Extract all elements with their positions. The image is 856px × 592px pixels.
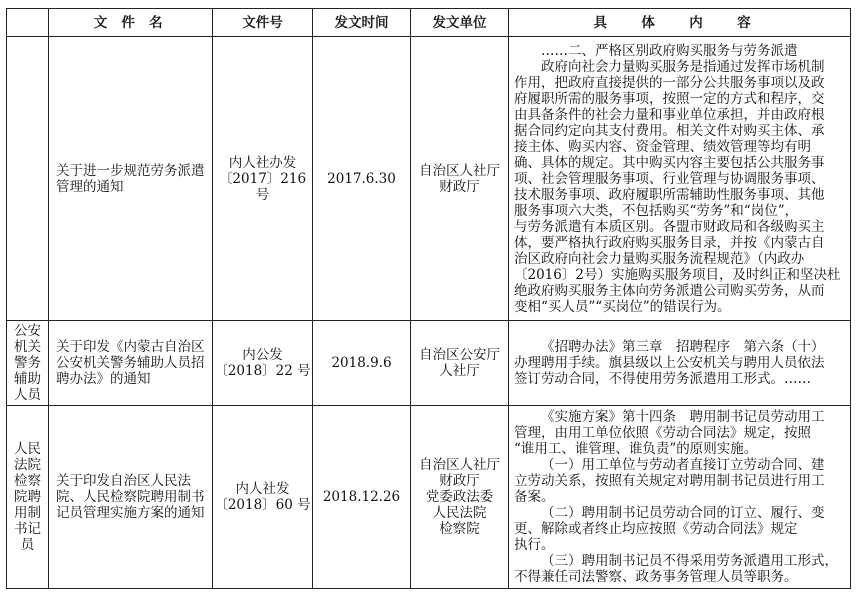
row-1-file-number xyxy=(213,37,313,321)
header-file-name-label: 文 件 名 xyxy=(93,14,168,31)
row-1-issue-date-text: 2017.6.30 xyxy=(327,170,396,187)
row-1-content-paragraph: 政府向社会力量购买服务是指通过发挥市场机制 作用，把政府直接提供的一部分公共服务事项以及政 府履职所需的服务事项，按照一定的方式和程序，交 由具备条件的社会力量和事业单位承担，并由政府根 据合同约定向其支付费用。相关文件对购买主体、承 接主体、购买内容、资金管理、绩效管理等均有明 确、具体的规定。其中购买内容主要包括公共服务事 项、社会管理服务事项、行业管理与协调服务事项、 技术服务事项、政府履职所需辅助性服务事项、其他 服务事项六大类，不包括购买“劳务”和“岗位”， 与劳务派遣有本质区别。各盟市财政局和各级购买主 体，要严格执行政府购买服务目录，并按《内蒙古自 治区政府向社会力量购买服务流程规范》（内政办 〔2016〕2号）实施购买服务项目，及时纠正和坚决杜 绝政府购买服务主体向劳务派遣公司购买劳务，从而 变相“买人员”“买岗位”的错误行为。 xyxy=(514,58,841,315)
row-2-content-paragraph: 《招聘办法》第三章 招聘程序 第六条（十） 办理聘用手续。旗县级以上公安机关与聘用人员依法 签订劳动合同，不得使用劳务派遣用工形式。…… xyxy=(514,339,825,387)
row-3-issue-date xyxy=(313,406,411,589)
header-file-number-label: 文件号 xyxy=(242,14,283,31)
row-1-content xyxy=(509,37,851,321)
row-1-category xyxy=(7,37,49,321)
row-3-content xyxy=(509,406,851,589)
row-3-file-number xyxy=(213,406,313,589)
row-3-issuer-text: 自治区人社厅 财政厅 党委政法委 人民法院 检察院 xyxy=(419,457,500,537)
row-3-issue-date-text: 2018.12.26 xyxy=(322,489,401,505)
row-3-category-text: 人民 法院 检察 院聘 用制 书记 员 xyxy=(14,441,41,553)
row-3-file-name-text: 关于印发自治区人民法 院、人民检察院聘用制书 记员管理实施方案的通知 xyxy=(56,473,205,521)
row-1-content-body xyxy=(514,43,840,315)
document-table xyxy=(6,8,851,589)
header-cell-issue-date xyxy=(313,9,411,37)
header-content-label: 具 体 内 容 xyxy=(593,14,766,31)
row-2-issue-date xyxy=(313,321,411,406)
row-2-content xyxy=(509,321,851,406)
row-2-content-body xyxy=(514,339,825,387)
row-2-file-number-text: 内公发 〔2018〕22 号 xyxy=(214,347,311,379)
header-cell-category xyxy=(7,9,49,37)
row-2-category xyxy=(7,321,49,406)
row-3-content-body xyxy=(514,409,838,585)
row-2-category-text: 公安 机关 警务 辅助 人员 xyxy=(14,323,41,403)
row-2-issuer xyxy=(411,321,509,406)
row-2-issuer-text: 自治区公安厅 人社厅 xyxy=(419,347,500,379)
row-2-file-name-text: 关于印发《内蒙古自治区 公安机关警务辅助人员招 聘办法》的通知 xyxy=(56,339,205,387)
row-3-content-paragraph: 《实施方案》第十四条 聘用制书记员劳动用工 管理，由用工单位依照《劳动合同法》规定，按照 “谁用工、谁管理、谁负责”的原则实施。 xyxy=(514,409,825,457)
header-cell-content xyxy=(509,9,851,37)
row-2-file-name xyxy=(49,321,213,406)
row-3-file-name xyxy=(49,406,213,589)
header-issuer-label: 发文单位 xyxy=(432,14,487,31)
row-3-file-number-text: 内人社发 〔2018〕60 号 xyxy=(214,481,311,513)
row-1-file-name-text: 关于进一步规范劳务派遣 管理的通知 xyxy=(56,162,205,195)
row-3-content-paragraph: （一）用工单位与劳动者直接订立劳动合同、建 立劳动关系，按照有关规定对聘用制书记员进行用工 备案。 xyxy=(514,457,825,505)
header-cell-file-name xyxy=(49,9,213,37)
row-1-issuer xyxy=(411,37,509,321)
header-issue-date-label: 发文时间 xyxy=(334,14,389,31)
header-cell-issuer xyxy=(411,9,509,37)
row-2-file-number xyxy=(213,321,313,406)
row-1-file-name xyxy=(49,37,213,321)
row-3-content-paragraph: （二）聘用制书记员劳动合同的订立、履行、变 更、解除或者终止均应按照《劳动合同法》规定 执行。 xyxy=(514,505,825,553)
header-cell-file-number xyxy=(213,9,313,37)
row-1-file-number-text: 内人社办发 〔2017〕216 号 xyxy=(218,154,307,203)
row-3-issuer xyxy=(411,406,509,589)
row-3-category xyxy=(7,406,49,589)
row-1-issuer-text: 自治区人社厅 财政厅 xyxy=(419,162,500,195)
row-1-issue-date xyxy=(313,37,411,321)
row-2-issue-date-text: 2018.9.6 xyxy=(331,355,392,371)
row-1-content-paragraph: ……二、严格区别政府购买服务与劳务派遣 xyxy=(541,42,798,59)
row-3-content-paragraph: （三）聘用制书记员不得采用劳务派遣用工形式， 不得兼任司法警察、政务事务管理人员等职务。 xyxy=(514,553,838,585)
